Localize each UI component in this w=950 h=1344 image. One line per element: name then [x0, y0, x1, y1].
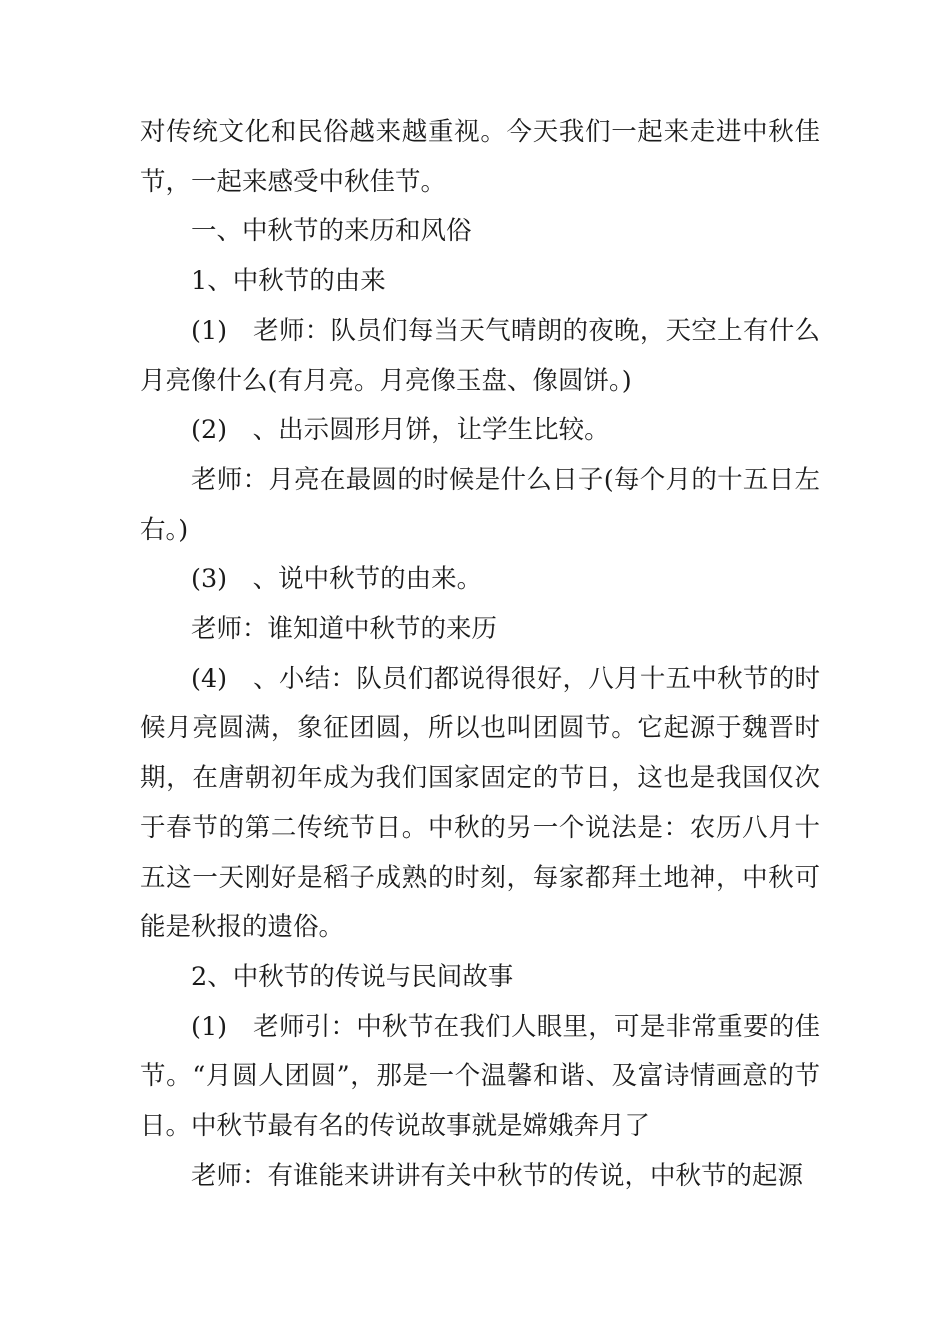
paragraph: 老师：月亮在最圆的时候是什么日子(每个月的十五日左右。): [140, 464, 820, 545]
section-heading: 一、中秋节的来历和风俗: [191, 216, 472, 247]
paragraph: 老师：谁知道中秋节的来历: [191, 614, 498, 645]
paragraph: (2) 、出示圆形月饼，让学生比较。: [191, 415, 610, 446]
document-body: [140, 108, 820, 1201]
paragraph: (1) 老师：队员们每当天气晴朗的夜晚，天空上有什么月亮像什么(有月亮。月亮像玉盘、像圆饼。): [140, 315, 820, 396]
paragraph: (1) 老师引：中秋节在我们人眼里，可是非常重要的佳节。“月圆人团圆”，那是一个温馨和谐、及富诗情画意的节日。中秋节最有名的传说故事就是嫦娥奔月了: [140, 1011, 820, 1142]
paragraph-continuation: 对传统文化和民俗越来越重视。今天我们一起来走进中秋佳节，一起来感受中秋佳节。: [140, 117, 820, 197]
paragraph: (4) 、小结：队员们都说得很好，八月十五中秋节的时候月亮圆满，象征团圆，所以也叫团圆节。它起源于魏晋时期，在唐朝初年成为我们国家固定的节日，这也是我国仅次于春节的第二传统节日。中秋的另一个说法是：农历八月十五这一天刚好是稻子成熟的时刻，每家都拜土地神，中秋可能是秋报的遗俗。: [140, 663, 820, 943]
paragraph: (3) 、说中秋节的由来。: [191, 564, 483, 595]
subsection-heading: 1、中秋节的由来: [191, 266, 386, 297]
paragraph: 老师：有谁能来讲讲有关中秋节的传说，中秋节的起源: [191, 1160, 804, 1191]
subsection-heading: 2、中秋节的传说与民间故事: [191, 961, 514, 992]
